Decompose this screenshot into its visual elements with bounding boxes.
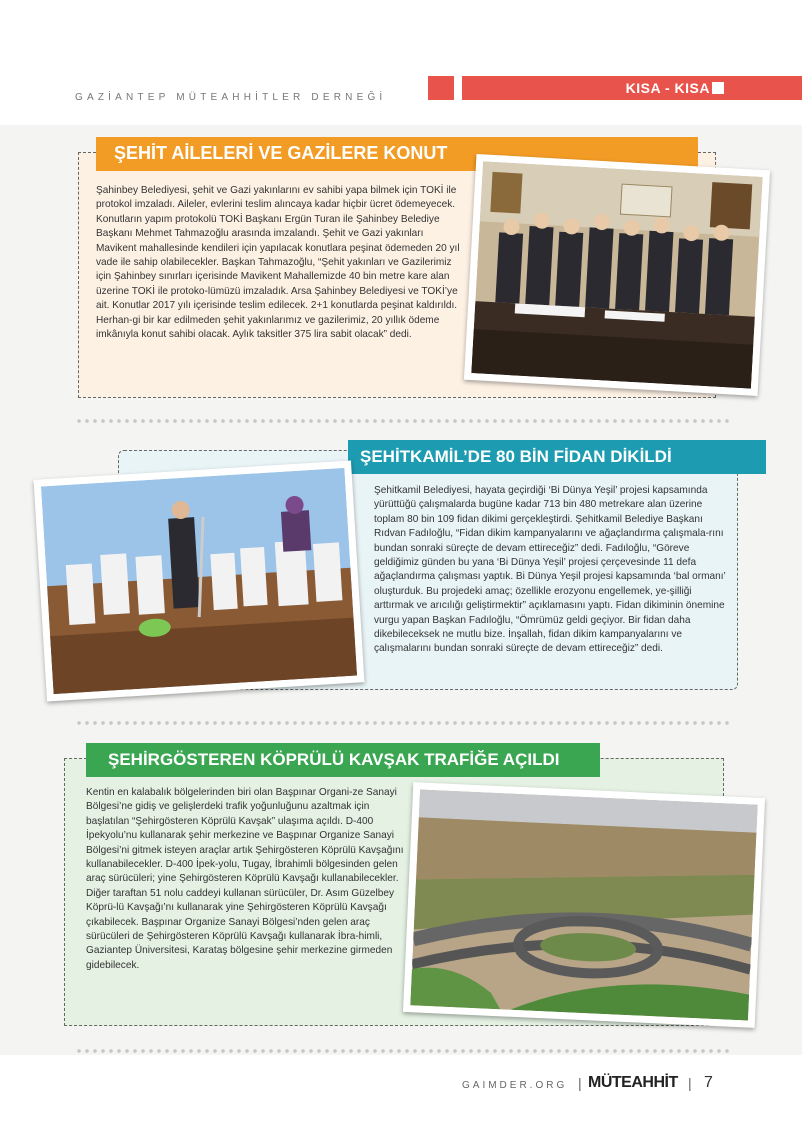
article-2-text: Şehitkamil Belediyesi, hayata geçirdiği ‘Bi Dünya Yeşil’ projesi kapsamında yürüttüğü çalışmalarda bugüne kadar 713 bin 480 metrekare alan üzerine toplam 80 bin 109 fidan dikimi gerçekleştirdi. Şehitkamil Belediye Başkanı Rıdvan Fadıloğlu, “Fidan dikim kampanyalarını ve ağaçlandırma çalışmala-rını bundan sonraki süreçte de devam ettireceğiz” dedi. Fadıloğlu, “Göreve geldiğimiz günden bu yana ‘Bi Dünya Yeşil’ projesi çerçevesinde 11 defa ağaçlandırma çalışması yaptık. Bi Dünya Yeşil projesi kapsamında ‘bal ormanı’ oluşturduk. Bu projedeki amaç; özellikle erozyonu engellemek, ye-şilliği arttırmak ve arıcılığı geliştirmektir” açıklamasını yaptı. Fidan dikiminin önemine vurgu yapan Başkan Fadıloğlu, “Ömrümüz geldi geçiyor. Bir fidan daha dikebileceksek ne mutlu bize. İnşallah, fidan dikim kampanyalarını ve çalışmalarını bundan sonraki süreçte de devam ettireceğiz” dedi. [374, 485, 726, 655]
signing-ceremony-photo [464, 154, 770, 396]
footer-separator: | [578, 1075, 582, 1091]
article-2-title: ŞEHİTKAMİL’DE 80 BİN FİDAN DİKİLDİ [348, 440, 766, 474]
interchange-aerial-photo [403, 782, 765, 1028]
tree-planting-photo [34, 461, 365, 702]
footer-brand-logo: MÜTEAHHİT [588, 1074, 678, 1091]
header-accent-block [428, 76, 454, 100]
association-name: GAZİANTEP MÜTEAHHİTLER DERNEĞİ [75, 92, 387, 103]
section-divider [75, 718, 731, 728]
section-divider [75, 416, 731, 426]
article-1-title: ŞEHİT AİLELERİ VE GAZİLERE KONUT [96, 137, 698, 171]
article-1-text: Şahinbey Belediyesi, şehit ve Gazi yakınlarını ev sahibi yapa bilmek için TOKİ ile protokol imzaladı. Aileler, evlerini teslim alıncaya kadar hiçbir ücret ödemeyecek. Konutların yapım protokolü TOKİ Başkanı Ergün Turan ile Şahinbey Belediye Başkanı Mehmet Tahmazoğlu arasında imzalandı. Şehit ve Gazi yakınları Mavikent mahallesinde kendileri için yapılacak konutlara peşinat ödemeden 20 yıl vade ile sahip olabilecekler. Başkan Tahmazoğlu, “Şehit yakınları ve Gazilerimiz için Şahinbey sınırları içerisinde Mavikent Mahallemizde 40 bin metre kare alan üzerine TOKİ ile protoko-lümüzü imzaladık. Arsa Şahinbey Belediyesi ve TOKİ’ye ait. Konutlar 2017 yılı içerisinde teslim edilecek. 2+1 konutlarda peşinat kaldırıldı. Herhan-gi bir kar edilmeden şehit yakınlarımız ve gazilerimiz, 20 yıllık ödeme imkânıyla konut sahibi olacak. Aylık taksitler 375 lira sabit olacak” dedi. [96, 185, 460, 341]
section-label: KISA - KISA [625, 80, 710, 96]
article-3-text: Kentin en kalabalık bölgelerinden biri olan Başpınar Organi-ze Sanayi Bölgesi’ne gidiş ve gelişlerdeki trafik yoğunluğunu azaltmak için başlatılan “Şehirgösteren Köprülü Kavşak” ulaşıma açıldı. D-400 İpekyolu’nu kullanarak şehir merkezine ve Başpınar Organize Sanayi Bölgesi’ni gitmek isteyen araçlar artık Şehirgösteren Köprülü Kavşağını kullanabilecekler. D-400 İpek-yolu, Tugay, İbrahimli bölgesinden gelen araç sürücüleri; yine Şehirgösteren Köprülü Kavşağı kullanabilecekler. Diğer taraftan 51 nolu caddeyi kullanan sürücüler, Dr. Asım Güzelbey Köprü-lü Kavşağı’nı kullanarak yine Şehirgösteren Köprülü Kavşağı çıkabilecek. Başpınar Organize Sanayi Bölgesi’nden gelen araç sürücüleri de Şehirgösteren Köprülü Kavşağı kullanarak İbra-himli, Gaziantep Üniversitesi, Karataş bölgesine şehir merkezine girmeden gidebilecek. [86, 787, 404, 971]
article-3-title: ŞEHİRGÖSTEREN KÖPRÜLÜ KAVŞAK TRAFİĞE AÇILDI [86, 743, 600, 777]
footer-separator: | [688, 1075, 692, 1091]
page-number: 7 [704, 1074, 713, 1091]
square-icon [712, 82, 724, 94]
header-band [0, 0, 802, 125]
footer-band [0, 1055, 802, 1140]
footer-site: GAIMDER.ORG [462, 1080, 568, 1091]
